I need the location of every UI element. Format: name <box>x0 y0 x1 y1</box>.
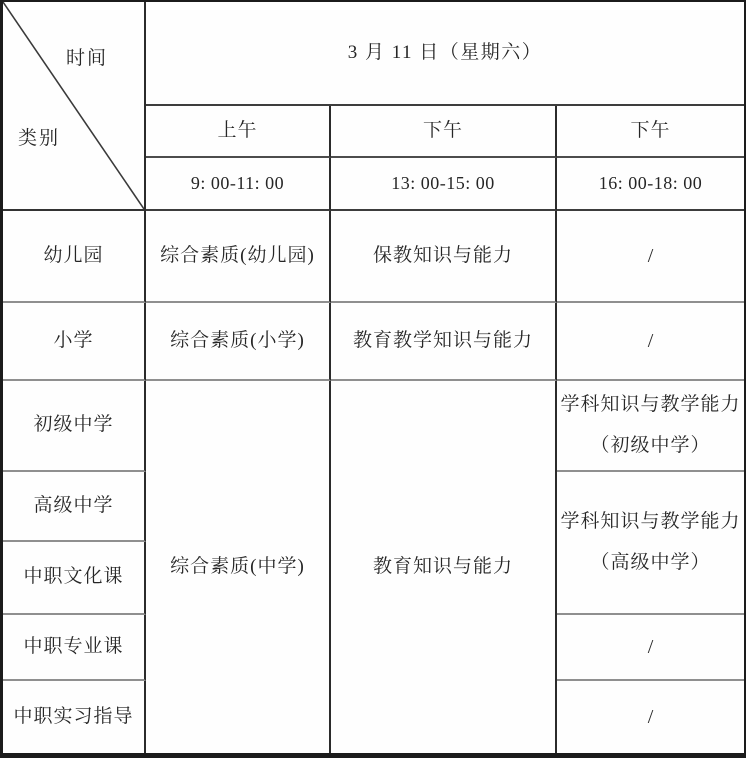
diagonal-divider-line <box>3 2 144 209</box>
session-header-afternoon1: 下午 <box>331 106 557 158</box>
cell-vocational-major-afternoon2-slash: / <box>557 615 744 681</box>
cell-secondary-afternoon1-merged: 教育知识与能力 <box>331 381 557 753</box>
cell-kindergarten-morning: 综合素质(幼儿园) <box>146 211 331 303</box>
senior-subject-line1: 学科知识与教学能力 <box>560 510 741 532</box>
category-vocational-culture: 中职文化课 <box>3 542 146 615</box>
cell-primary-morning: 综合素质(小学) <box>146 303 331 381</box>
cell-kindergarten-afternoon1: 保教知识与能力 <box>331 211 557 303</box>
senior-subject-line2: （高级中学） <box>590 551 711 573</box>
session-header-afternoon2: 下午 <box>557 106 744 158</box>
corner-header-cell <box>3 2 146 211</box>
time-header-afternoon1: 13: 00-15: 00 <box>331 158 557 211</box>
corner-category-label: 类别 <box>18 128 61 149</box>
category-vocational-major: 中职专业课 <box>3 615 146 681</box>
category-primary: 小学 <box>3 303 146 381</box>
category-junior-middle: 初级中学 <box>3 381 146 472</box>
time-header-morning: 9: 00-11: 00 <box>146 158 331 211</box>
session-header-morning: 上午 <box>146 106 331 158</box>
category-senior-middle: 高级中学 <box>3 472 146 542</box>
junior-subject-line1: 学科知识与教学能力 <box>560 393 741 415</box>
time-header-afternoon2: 16: 00-18: 00 <box>557 158 744 211</box>
category-vocational-intern: 中职实习指导 <box>3 681 146 753</box>
cell-secondary-morning-merged: 综合素质(中学) <box>146 381 331 753</box>
cell-primary-afternoon2-slash: / <box>557 303 744 381</box>
cell-vocational-intern-afternoon2-slash: / <box>647 706 654 728</box>
category-kindergarten: 幼儿园 <box>3 211 146 303</box>
corner-time-label: 时间 <box>65 48 108 69</box>
cell-kindergarten-afternoon2-slash: / <box>557 211 744 303</box>
junior-subject-line2: （初级中学） <box>590 434 711 456</box>
cell-junior-subject <box>557 381 744 472</box>
date-header: 3 月 11 日（星期六） <box>146 2 744 106</box>
cell-senior-subject-merged <box>557 472 744 615</box>
cell-primary-afternoon1: 教育教学知识与能力 <box>331 303 557 381</box>
